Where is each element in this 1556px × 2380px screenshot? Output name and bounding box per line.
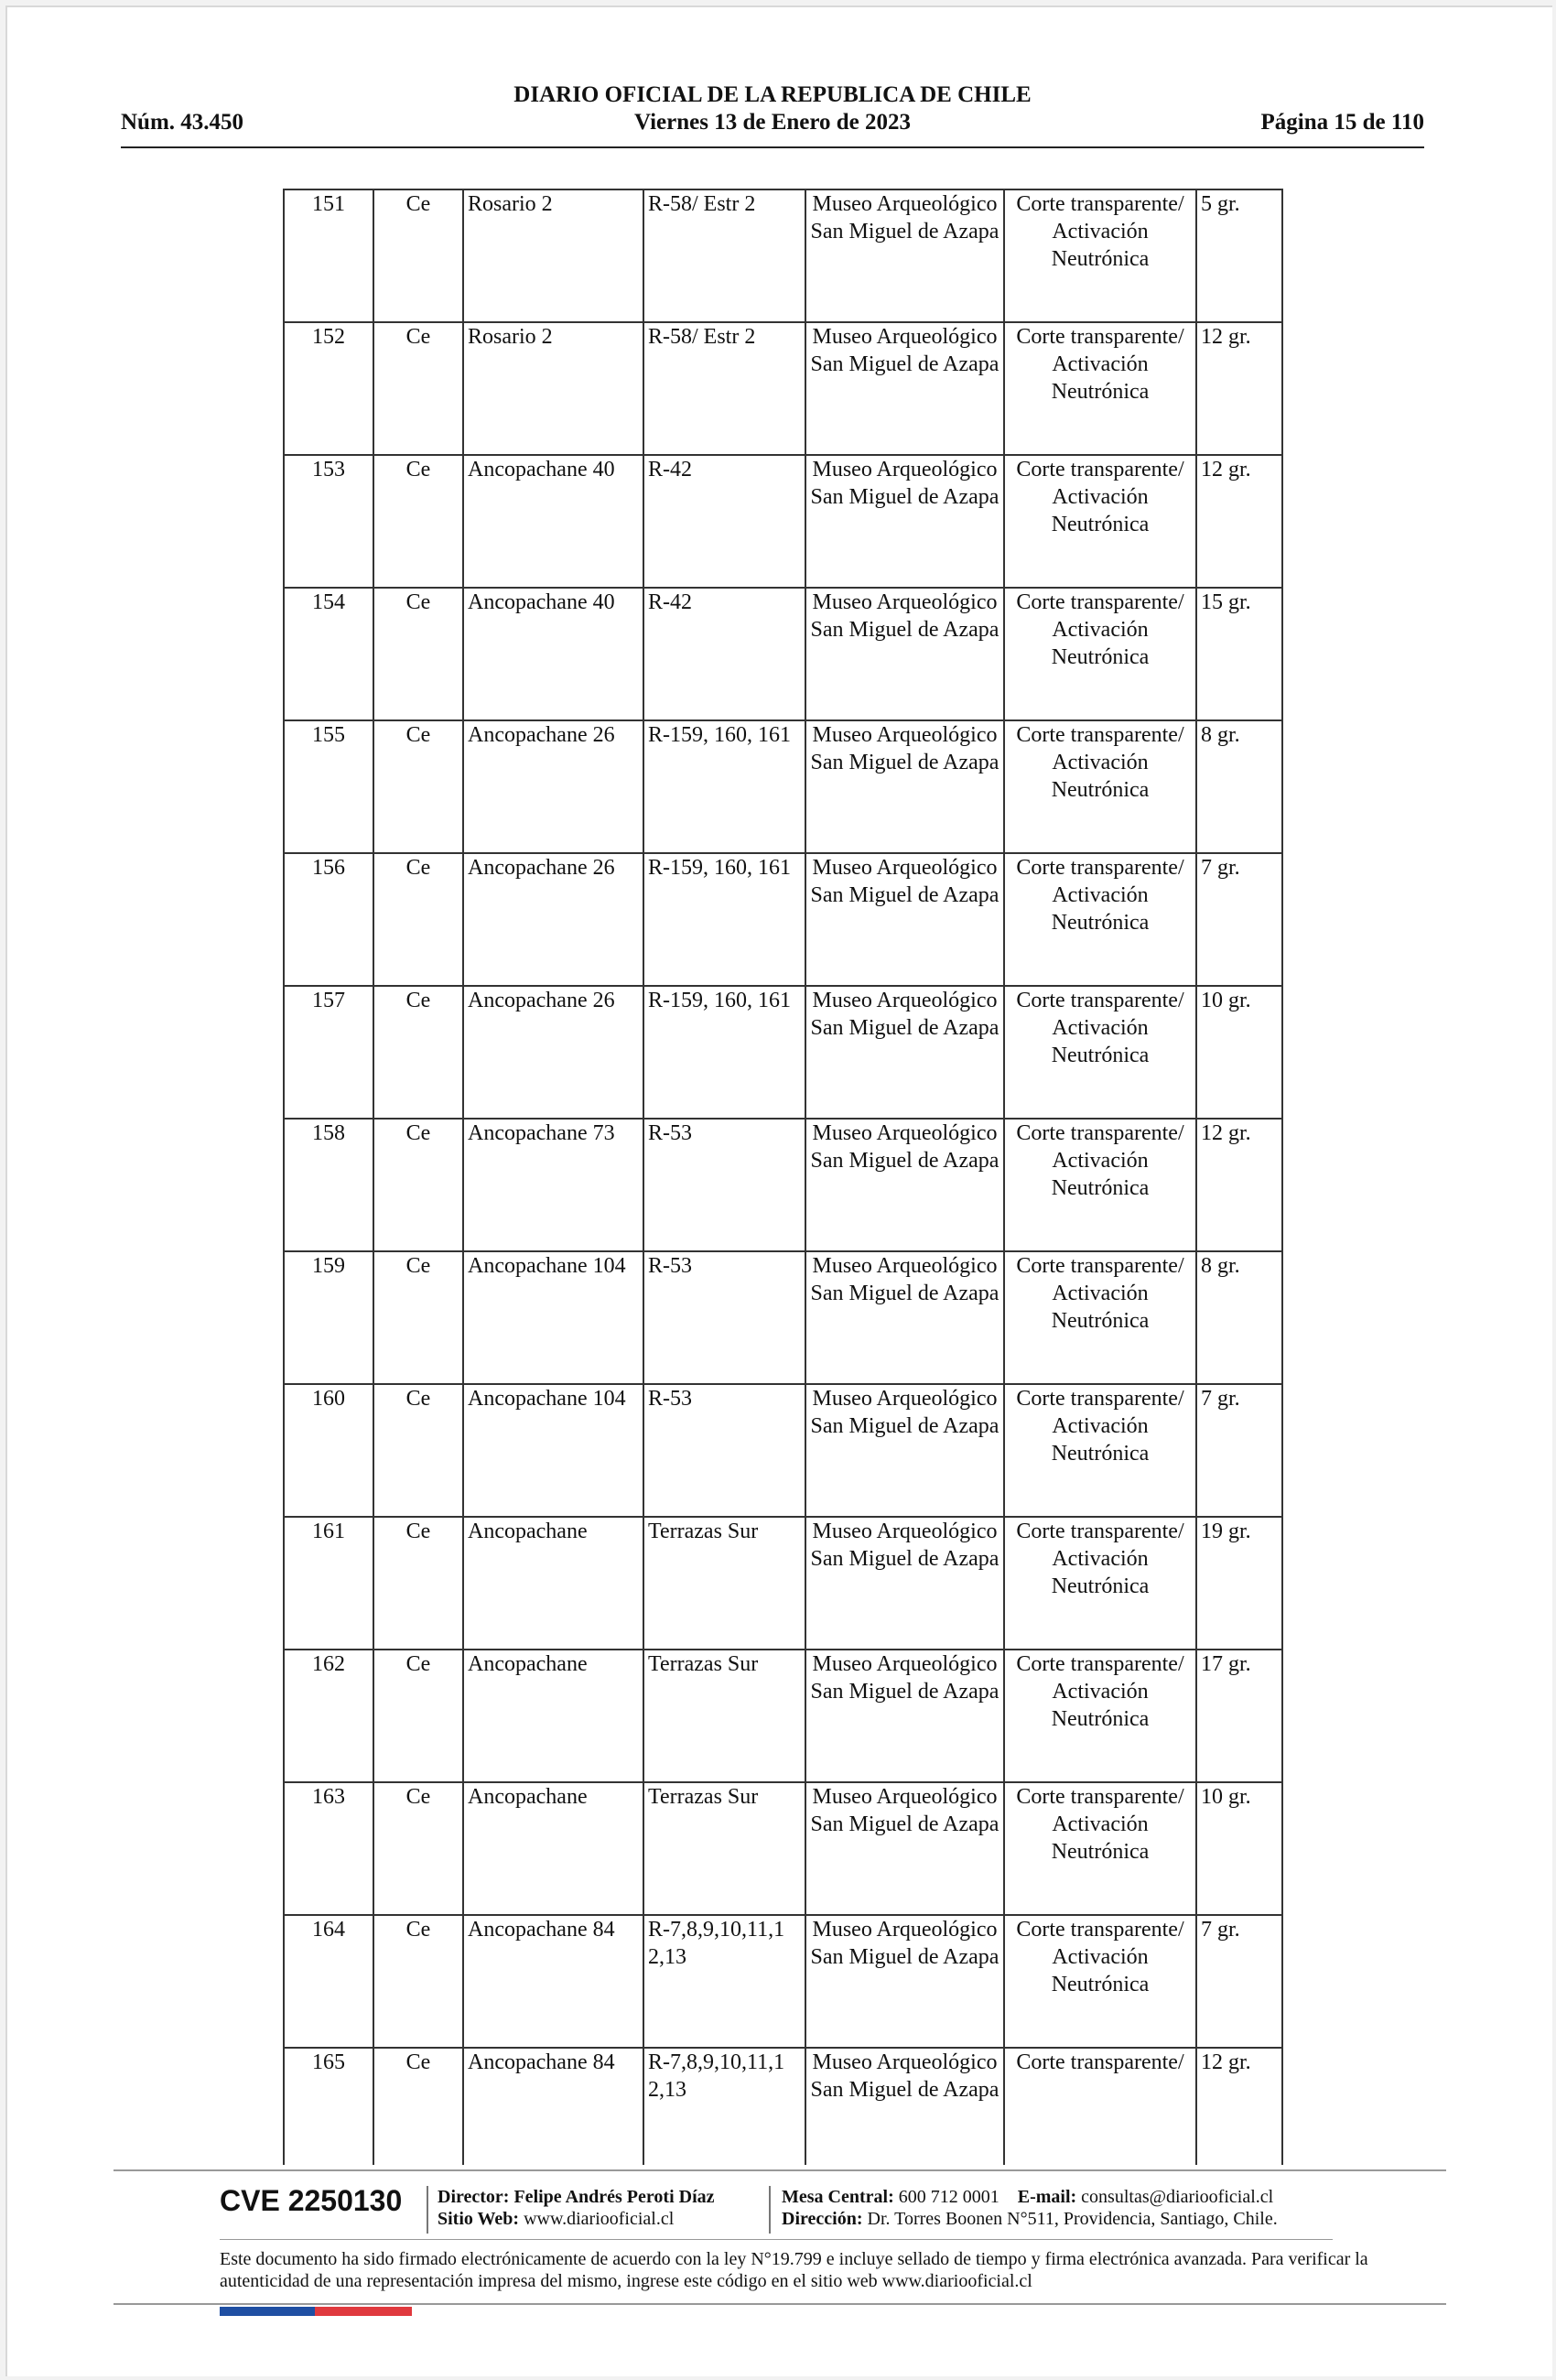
reference-cell: R-7,8,9,10,11,12,13 — [643, 2048, 805, 2165]
museum-cell: Museo Arqueológico San Miguel de Azapa — [805, 1650, 1004, 1782]
table-row — [284, 588, 1282, 720]
element-cell: Ce — [373, 1650, 463, 1782]
method-cell: Corte transparente/ Activación Neutrónica — [1004, 322, 1196, 455]
row-number: 157 — [284, 986, 373, 1119]
museum-cell: Museo Arqueológico San Miguel de Azapa — [805, 1782, 1004, 1915]
cve-code: CVE 2250130 — [220, 2184, 403, 2217]
method-cell: Corte transparente/ Activación Neutrónica — [1004, 1119, 1196, 1251]
element-cell: Ce — [373, 986, 463, 1119]
row-number: 165 — [284, 2048, 373, 2165]
element-cell: Ce — [373, 455, 463, 588]
issue-date: Viernes 13 de Enero de 2023 — [633, 110, 912, 135]
address: Dr. Torres Boonen N°511, Providencia, Santiago, Chile. — [867, 2209, 1278, 2229]
museum-cell: Museo Arqueológico San Miguel de Azapa — [805, 1915, 1004, 2048]
method-cell: Corte transparente/ Activación Neutrónica — [1004, 1650, 1196, 1782]
table-row — [284, 1251, 1282, 1384]
museum-cell: Museo Arqueológico San Miguel de Azapa — [805, 1517, 1004, 1650]
weight-cell: 12 gr. — [1196, 2048, 1282, 2165]
row-number: 151 — [284, 189, 373, 322]
site-cell: Rosario 2 — [463, 322, 643, 455]
museum-cell: Museo Arqueológico San Miguel de Azapa — [805, 720, 1004, 853]
site-cell: Ancopachane 104 — [463, 1384, 643, 1517]
weight-cell: 12 gr. — [1196, 1119, 1282, 1251]
table-row — [284, 1650, 1282, 1782]
element-cell: Ce — [373, 1251, 463, 1384]
footer-director-block: Director: Felipe Andrés Peroti Díaz Sitio Web: www.diariooficial.cl — [438, 2187, 715, 2229]
weight-cell: 7 gr. — [1196, 1384, 1282, 1517]
weight-cell: 5 gr. — [1196, 189, 1282, 322]
reference-cell: R-42 — [643, 588, 805, 720]
method-cell: Corte transparente/ — [1004, 2048, 1196, 2165]
footer-divider-top — [113, 2169, 1446, 2171]
reference-cell: R-159, 160, 161 — [643, 986, 805, 1119]
element-cell: Ce — [373, 189, 463, 322]
flag-stripe-blue — [220, 2307, 315, 2316]
phone-number: 600 712 0001 — [898, 2187, 1000, 2207]
table-row — [284, 322, 1282, 455]
weight-cell: 8 gr. — [1196, 720, 1282, 853]
table-row — [284, 1915, 1282, 2048]
page-header — [121, 82, 1424, 146]
element-cell: Ce — [373, 1119, 463, 1251]
weight-cell: 19 gr. — [1196, 1517, 1282, 1650]
footer-divider-bottom — [113, 2303, 1446, 2305]
site-cell: Ancopachane 84 — [463, 1915, 643, 2048]
reference-cell: R-53 — [643, 1384, 805, 1517]
weight-cell: 10 gr. — [1196, 986, 1282, 1119]
reference-cell: R-53 — [643, 1251, 805, 1384]
reference-cell: R-159, 160, 161 — [643, 853, 805, 986]
weight-cell: 10 gr. — [1196, 1782, 1282, 1915]
reference-cell: Terrazas Sur — [643, 1782, 805, 1915]
museum-cell: Museo Arqueológico San Miguel de Azapa — [805, 455, 1004, 588]
site-cell: Ancopachane — [463, 1782, 643, 1915]
footer-separator — [427, 2186, 428, 2234]
site-cell: Ancopachane 26 — [463, 720, 643, 853]
table-row — [284, 986, 1282, 1119]
element-cell: Ce — [373, 1915, 463, 2048]
method-cell: Corte transparente/ Activación Neutrónica — [1004, 720, 1196, 853]
museum-cell: Museo Arqueológico San Miguel de Azapa — [805, 189, 1004, 322]
row-number: 160 — [284, 1384, 373, 1517]
weight-cell: 7 gr. — [1196, 1915, 1282, 2048]
weight-cell: 12 gr. — [1196, 455, 1282, 588]
method-cell: Corte transparente/ Activación Neutrónica — [1004, 189, 1196, 322]
element-cell: Ce — [373, 720, 463, 853]
method-cell: Corte transparente/ Activación Neutrónica — [1004, 588, 1196, 720]
site-cell: Ancopachane 73 — [463, 1119, 643, 1251]
table-row — [284, 1782, 1282, 1915]
table-row — [284, 189, 1282, 322]
site-cell: Ancopachane — [463, 1517, 643, 1650]
row-number: 162 — [284, 1650, 373, 1782]
legal-notice: Este documento ha sido firmado electrónicamente de acuerdo con la ley N°19.799 e incluye sellado de tiempo y firma electrónica avanzada. Para verificar la autenticidad de una representación impresa del mismo, ingrese este código en el sitio web www.diariooficial.cl — [220, 2249, 1368, 2291]
museum-cell: Museo Arqueológico San Miguel de Azapa — [805, 986, 1004, 1119]
weight-cell: 8 gr. — [1196, 1251, 1282, 1384]
method-cell: Corte transparente/ Activación Neutrónica — [1004, 853, 1196, 986]
row-number: 159 — [284, 1251, 373, 1384]
weight-cell: 12 gr. — [1196, 322, 1282, 455]
reference-cell: Terrazas Sur — [643, 1517, 805, 1650]
email-link[interactable]: consultas@diariooficial.cl — [1081, 2187, 1274, 2207]
reference-cell: Terrazas Sur — [643, 1650, 805, 1782]
row-number: 153 — [284, 455, 373, 588]
site-cell: Ancopachane — [463, 1650, 643, 1782]
row-number: 152 — [284, 322, 373, 455]
element-cell: Ce — [373, 853, 463, 986]
reference-cell: R-58/ Estr 2 — [643, 189, 805, 322]
museum-cell: Museo Arqueológico San Miguel de Azapa — [805, 588, 1004, 720]
website-link[interactable]: www.diariooficial.cl — [524, 2209, 675, 2229]
table-row — [284, 853, 1282, 986]
site-cell: Ancopachane 40 — [463, 588, 643, 720]
table-row — [284, 1517, 1282, 1650]
museum-cell: Museo Arqueológico San Miguel de Azapa — [805, 1384, 1004, 1517]
footer-contact-block: Mesa Central: 600 712 0001 E-mail: consultas@diariooficial.cl Dirección: Dr. Torres Boonen N°511, Providencia, Santiago, Chile. — [782, 2187, 1278, 2229]
samples-table — [283, 189, 1283, 2165]
reference-cell: R-53 — [643, 1119, 805, 1251]
museum-cell: Museo Arqueológico San Miguel de Azapa — [805, 853, 1004, 986]
weight-cell: 7 gr. — [1196, 853, 1282, 986]
element-cell: Ce — [373, 1517, 463, 1650]
director-name: Felipe Andrés Peroti Díaz — [513, 2187, 715, 2207]
table-row — [284, 1119, 1282, 1251]
row-number: 155 — [284, 720, 373, 853]
reference-cell: R-159, 160, 161 — [643, 720, 805, 853]
method-cell: Corte transparente/ Activación Neutrónica — [1004, 1517, 1196, 1650]
element-cell: Ce — [373, 588, 463, 720]
row-number: 164 — [284, 1915, 373, 2048]
site-cell: Ancopachane 84 — [463, 2048, 643, 2165]
row-number: 154 — [284, 588, 373, 720]
method-cell: Corte transparente/ Activación Neutrónica — [1004, 1782, 1196, 1915]
method-cell: Corte transparente/ Activación Neutrónica — [1004, 1251, 1196, 1384]
site-cell: Ancopachane 104 — [463, 1251, 643, 1384]
footer-divider-mid — [220, 2239, 1333, 2240]
row-number: 156 — [284, 853, 373, 986]
museum-cell: Museo Arqueológico San Miguel de Azapa — [805, 322, 1004, 455]
method-cell: Corte transparente/ Activación Neutrónica — [1004, 986, 1196, 1119]
table-row — [284, 455, 1282, 588]
reference-cell: R-7,8,9,10,11,12,13 — [643, 1915, 805, 2048]
element-cell: Ce — [373, 1384, 463, 1517]
method-cell: Corte transparente/ Activación Neutrónica — [1004, 455, 1196, 588]
method-cell: Corte transparente/ Activación Neutrónica — [1004, 1384, 1196, 1517]
table-row — [284, 720, 1282, 853]
site-cell: Ancopachane 40 — [463, 455, 643, 588]
row-number: 158 — [284, 1119, 373, 1251]
row-number: 163 — [284, 1782, 373, 1915]
flag-stripe-red — [315, 2307, 412, 2316]
museum-cell: Museo Arqueológico San Miguel de Azapa — [805, 1251, 1004, 1384]
issue-number: Núm. 43.450 — [121, 110, 244, 135]
footer-separator — [769, 2186, 771, 2234]
page-number: Página 15 de 110 — [1260, 110, 1424, 135]
row-number: 161 — [284, 1517, 373, 1650]
site-cell: Ancopachane 26 — [463, 853, 643, 986]
publication-title: DIARIO OFICIAL DE LA REPUBLICA DE CHILE — [513, 82, 1032, 107]
weight-cell: 17 gr. — [1196, 1650, 1282, 1782]
museum-cell: Museo Arqueológico San Miguel de Azapa — [805, 1119, 1004, 1251]
header-divider — [121, 146, 1424, 148]
site-cell: Rosario 2 — [463, 189, 643, 322]
element-cell: Ce — [373, 1782, 463, 1915]
weight-cell: 15 gr. — [1196, 588, 1282, 720]
reference-cell: R-42 — [643, 455, 805, 588]
document-page — [5, 5, 1552, 2376]
method-cell: Corte transparente/ Activación Neutrónica — [1004, 1915, 1196, 2048]
table-row — [284, 1384, 1282, 1517]
reference-cell: R-58/ Estr 2 — [643, 322, 805, 455]
table-row — [284, 2048, 1282, 2165]
element-cell: Ce — [373, 2048, 463, 2165]
site-cell: Ancopachane 26 — [463, 986, 643, 1119]
museum-cell: Museo Arqueológico San Miguel de Azapa — [805, 2048, 1004, 2165]
element-cell: Ce — [373, 322, 463, 455]
